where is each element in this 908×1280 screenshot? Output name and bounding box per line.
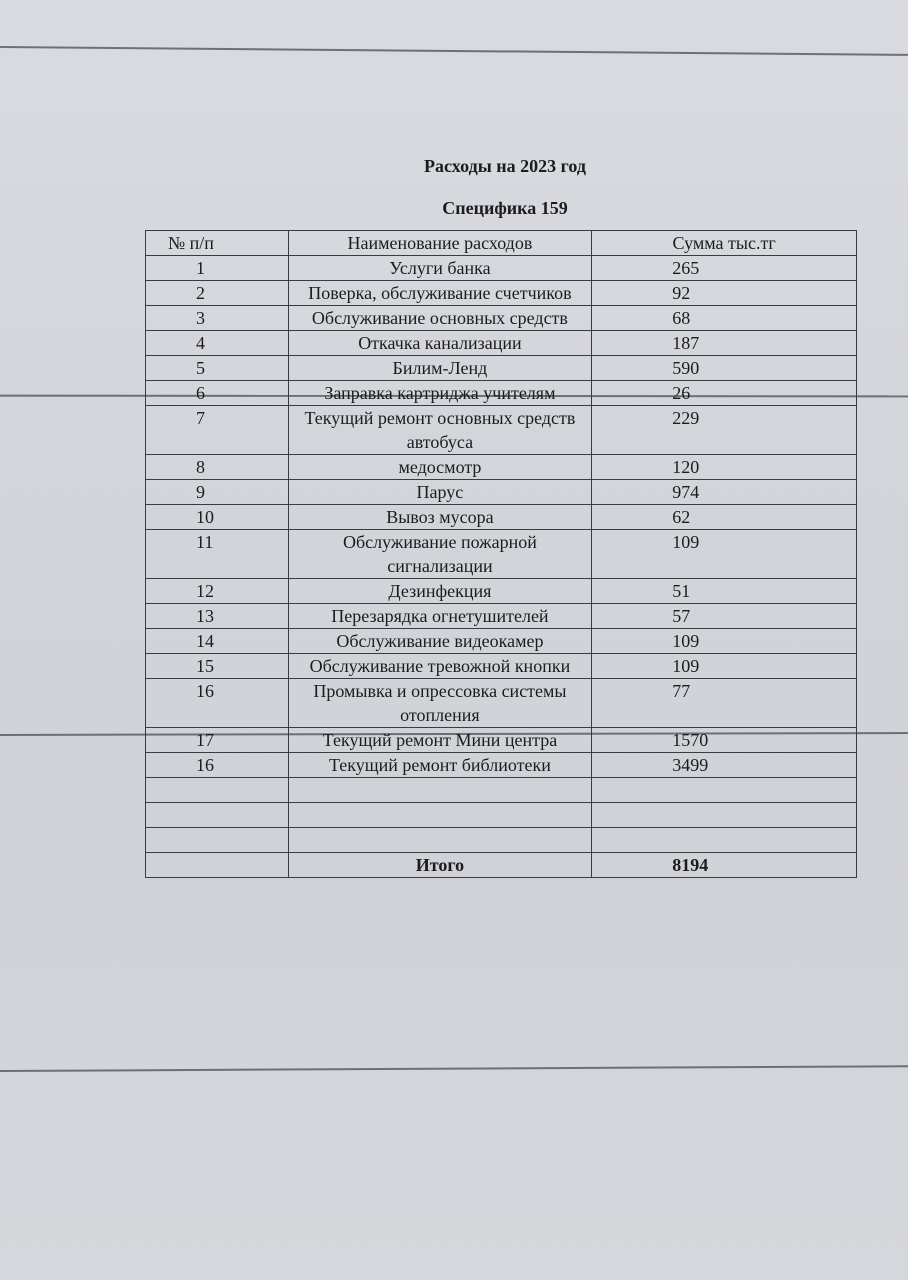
- row-name: Промывка и опрессовка системы отопления: [288, 679, 592, 728]
- row-number: 16: [146, 679, 289, 728]
- row-name: Дезинфекция: [288, 579, 592, 604]
- row-number: 4: [146, 331, 289, 356]
- row-sum: 229: [592, 406, 857, 455]
- table-row: [146, 753, 857, 778]
- row-name: Услуги банка: [288, 256, 592, 281]
- row-sum: 92: [592, 281, 857, 306]
- table-row: [146, 629, 857, 654]
- row-number: 2: [146, 281, 289, 306]
- row-name: Откачка канализации: [288, 331, 592, 356]
- row-sum: 51: [592, 579, 857, 604]
- document-title: Расходы на 2023 год: [424, 156, 586, 176]
- row-number: 3: [146, 306, 289, 331]
- row-name: Парус: [288, 480, 592, 505]
- table-row: [146, 654, 857, 679]
- row-sum: 68: [592, 306, 857, 331]
- header-name: Наименование расходов: [288, 231, 592, 256]
- row-sum: 109: [592, 530, 857, 579]
- row-name: Перезарядка огнетушителей: [288, 604, 592, 629]
- row-number: 8: [146, 455, 289, 480]
- row-sum: 57: [592, 604, 857, 629]
- table-row: [146, 406, 857, 455]
- table-header-row: [146, 231, 857, 256]
- row-sum: 1570: [592, 728, 857, 753]
- row-number: 11: [146, 530, 289, 579]
- expenses-table: [145, 230, 857, 878]
- table-row: [146, 530, 857, 579]
- row-number: 10: [146, 505, 289, 530]
- row-number: 14: [146, 629, 289, 654]
- table-row: [146, 480, 857, 505]
- paper-fold-line: [0, 46, 908, 56]
- row-sum: 974: [592, 480, 857, 505]
- table-row: [146, 604, 857, 629]
- row-number: 13: [146, 604, 289, 629]
- table-row: [146, 679, 857, 728]
- row-sum: 187: [592, 331, 857, 356]
- row-sum: 77: [592, 679, 857, 728]
- table-row: [146, 579, 857, 604]
- empty-row: [146, 778, 857, 803]
- table-row: [146, 505, 857, 530]
- table-row: [146, 281, 857, 306]
- row-name: Текущий ремонт библиотеки: [288, 753, 592, 778]
- row-sum: 590: [592, 356, 857, 381]
- row-sum: 265: [592, 256, 857, 281]
- row-name: Обслуживание тревожной кнопки: [288, 654, 592, 679]
- table-row: [146, 256, 857, 281]
- row-name: Текущий ремонт Мини центра: [288, 728, 592, 753]
- row-number: 7: [146, 406, 289, 455]
- row-name: Поверка, обслуживание счетчиков: [288, 281, 592, 306]
- row-number: 15: [146, 654, 289, 679]
- table-row: [146, 728, 857, 753]
- row-number: 6: [146, 381, 289, 406]
- table-row: [146, 306, 857, 331]
- row-sum: 62: [592, 505, 857, 530]
- row-sum: 109: [592, 629, 857, 654]
- row-name: Обслуживание основных средств: [288, 306, 592, 331]
- row-number: 5: [146, 356, 289, 381]
- row-sum: 109: [592, 654, 857, 679]
- total-sum: 8194: [592, 853, 857, 878]
- table-row: [146, 381, 857, 406]
- row-name: Обслуживание пожарной сигнализации: [288, 530, 592, 579]
- total-label: Итого: [288, 853, 592, 878]
- table-row: [146, 455, 857, 480]
- document-subtitle: Специфика 159: [442, 198, 568, 218]
- row-name: Билим-Ленд: [288, 356, 592, 381]
- row-sum: 26: [592, 381, 857, 406]
- empty-row: [146, 803, 857, 828]
- row-sum: 3499: [592, 753, 857, 778]
- row-name: Вывоз мусора: [288, 505, 592, 530]
- paper-fold-line: [0, 1065, 908, 1072]
- row-number: 17: [146, 728, 289, 753]
- row-number: 12: [146, 579, 289, 604]
- table-row: [146, 331, 857, 356]
- empty-row: [146, 828, 857, 853]
- row-name: Заправка картриджа учителям: [288, 381, 592, 406]
- row-sum: 120: [592, 455, 857, 480]
- row-name: Текущий ремонт основных средств автобуса: [288, 406, 592, 455]
- row-number: 1: [146, 256, 289, 281]
- row-number: 9: [146, 480, 289, 505]
- total-row: [146, 853, 857, 878]
- header-sum: Сумма тыс.тг: [592, 231, 857, 256]
- row-number: 16: [146, 753, 289, 778]
- table-row: [146, 356, 857, 381]
- row-name: Обслуживание видеокамер: [288, 629, 592, 654]
- header-number: № п/п: [146, 231, 289, 256]
- row-name: медосмотр: [288, 455, 592, 480]
